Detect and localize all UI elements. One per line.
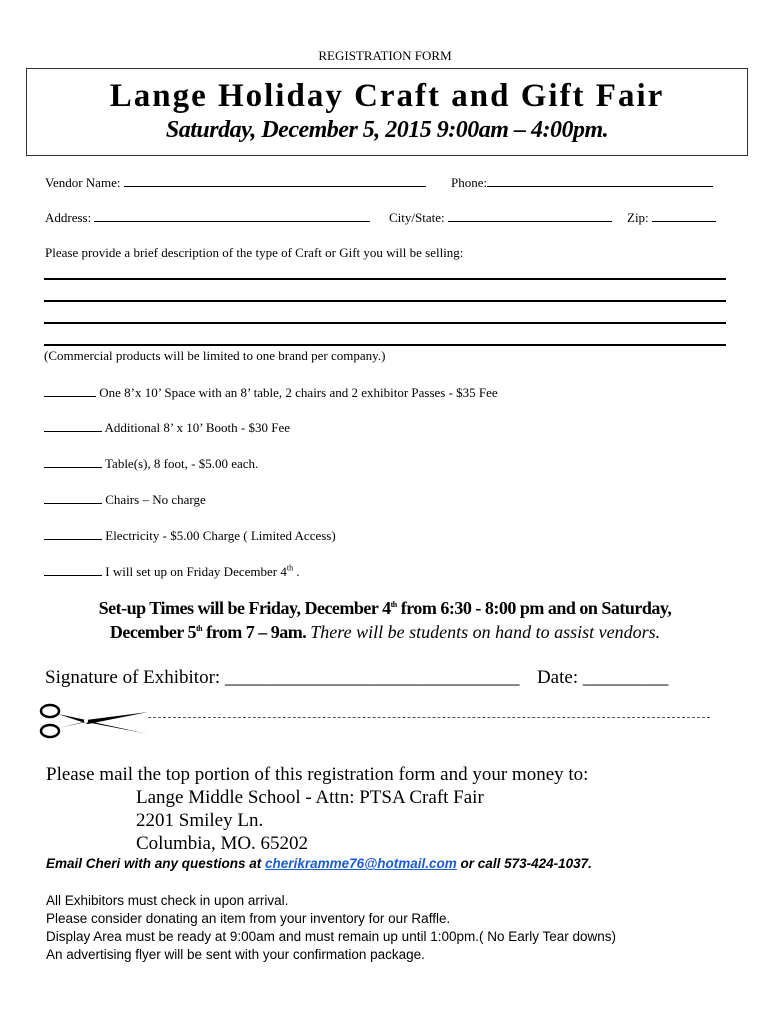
note-display-area: Display Area must be ready at 9:00am and must remain up until 1:00pm.( No Early Tear downs) bbox=[46, 929, 617, 944]
contact-line bbox=[46, 856, 592, 871]
setup-text: from 7 – 9am. bbox=[202, 622, 307, 642]
setup-text: December 5 bbox=[109, 622, 196, 642]
zip-label: Zip: bbox=[627, 210, 649, 225]
city-state-line[interactable] bbox=[448, 209, 612, 222]
signature-line[interactable]: _______________________________ bbox=[224, 667, 520, 688]
description-line-3[interactable] bbox=[44, 322, 726, 324]
signature-row[interactable] bbox=[45, 667, 668, 689]
city-state-label: City/State: bbox=[389, 210, 445, 225]
setup-sup: th bbox=[196, 624, 203, 633]
setup-sup: th bbox=[390, 600, 397, 609]
mail-intro: Please mail the top portion of this registration form and your money to: bbox=[46, 764, 589, 785]
option-blank[interactable] bbox=[44, 527, 102, 540]
zip-field[interactable] bbox=[627, 209, 716, 226]
setup-text: Set-up Times will be Friday, December 4 bbox=[98, 598, 391, 618]
page-title: Lange Holiday Craft and Gift Fair bbox=[109, 78, 665, 114]
mail-address-line-2: 2201 Smiley Ln. bbox=[136, 810, 264, 831]
city-state-field[interactable] bbox=[389, 209, 612, 226]
signature-label: Signature of Exhibitor: bbox=[45, 667, 221, 688]
cut-line bbox=[148, 717, 710, 718]
note-raffle: Please consider donating an item from your inventory for our Raffle. bbox=[46, 911, 451, 926]
option-label-end: . bbox=[293, 564, 300, 579]
option-label: Electricity - $5.00 Charge ( Limited Access) bbox=[105, 528, 336, 543]
setup-text: from 6:30 - 8:00 pm and on Saturday, bbox=[396, 598, 672, 618]
email-link[interactable]: cherikramme76@hotmail.com bbox=[265, 856, 457, 871]
scissors-icon bbox=[38, 700, 150, 742]
mail-address-line-3: Columbia, MO. 65202 bbox=[136, 833, 309, 854]
option-label: Chairs – No charge bbox=[105, 492, 206, 507]
setup-times-line-1 bbox=[0, 598, 770, 619]
phone-field[interactable] bbox=[451, 174, 713, 191]
option-label-sup: th bbox=[286, 563, 294, 573]
phone-line[interactable] bbox=[487, 174, 713, 187]
setup-times-line-2 bbox=[0, 622, 770, 643]
phone-label: Phone: bbox=[451, 175, 488, 190]
note-advertising: An advertising flyer will be sent with your confirmation package. bbox=[46, 947, 425, 962]
option-blank[interactable] bbox=[44, 384, 96, 397]
commercial-note: (Commercial products will be limited to one brand per company.) bbox=[44, 348, 386, 363]
mail-address-line-1: Lange Middle School - Attn: PTSA Craft Fair bbox=[136, 787, 484, 808]
option-additional-booth[interactable] bbox=[44, 419, 290, 436]
address-label: Address: bbox=[45, 210, 92, 225]
setup-note: There will be students on hand to assist vendors. bbox=[310, 622, 661, 642]
description-prompt: Please provide a brief description of the type of Craft or Gift you will be selling: bbox=[45, 245, 464, 260]
contact-prefix: Email Cheri with any questions at bbox=[46, 856, 266, 871]
date-line[interactable]: _________ bbox=[582, 667, 669, 688]
option-label: Additional 8’ x 10’ Booth - $30 Fee bbox=[104, 420, 291, 435]
description-line-4[interactable] bbox=[44, 344, 726, 346]
option-friday-setup[interactable] bbox=[44, 563, 300, 580]
option-tables[interactable] bbox=[44, 455, 258, 472]
address-field[interactable] bbox=[45, 209, 370, 226]
option-chairs[interactable] bbox=[44, 491, 206, 508]
zip-line[interactable] bbox=[652, 209, 716, 222]
description-line-1[interactable] bbox=[44, 278, 726, 280]
option-blank[interactable] bbox=[44, 419, 102, 432]
vendor-name-field[interactable] bbox=[45, 174, 426, 191]
option-blank[interactable] bbox=[44, 563, 102, 576]
contact-suffix: or call 573-424-1037. bbox=[456, 856, 592, 871]
option-label: One 8’x 10’ Space with an 8’ table, 2 chairs and 2 exhibitor Passes - $35 Fee bbox=[99, 385, 498, 400]
note-check-in: All Exhibitors must check in upon arrival. bbox=[46, 893, 289, 908]
option-label: Table(s), 8 foot, - $5.00 each. bbox=[105, 456, 259, 471]
form-label: REGISTRATION FORM bbox=[318, 48, 452, 63]
date-label: Date: bbox=[536, 667, 579, 688]
option-blank[interactable] bbox=[44, 491, 102, 504]
option-blank[interactable] bbox=[44, 455, 102, 468]
option-electricity[interactable] bbox=[44, 527, 336, 544]
vendor-name-line[interactable] bbox=[124, 174, 426, 187]
option-label: I will set up on Friday December 4 bbox=[105, 564, 287, 579]
option-space[interactable] bbox=[44, 384, 498, 401]
event-date: Saturday, December 5, 2015 9:00am – 4:00pm. bbox=[165, 117, 609, 143]
vendor-name-label: Vendor Name: bbox=[45, 175, 121, 190]
description-line-2[interactable] bbox=[44, 300, 726, 302]
address-line[interactable] bbox=[94, 209, 370, 222]
